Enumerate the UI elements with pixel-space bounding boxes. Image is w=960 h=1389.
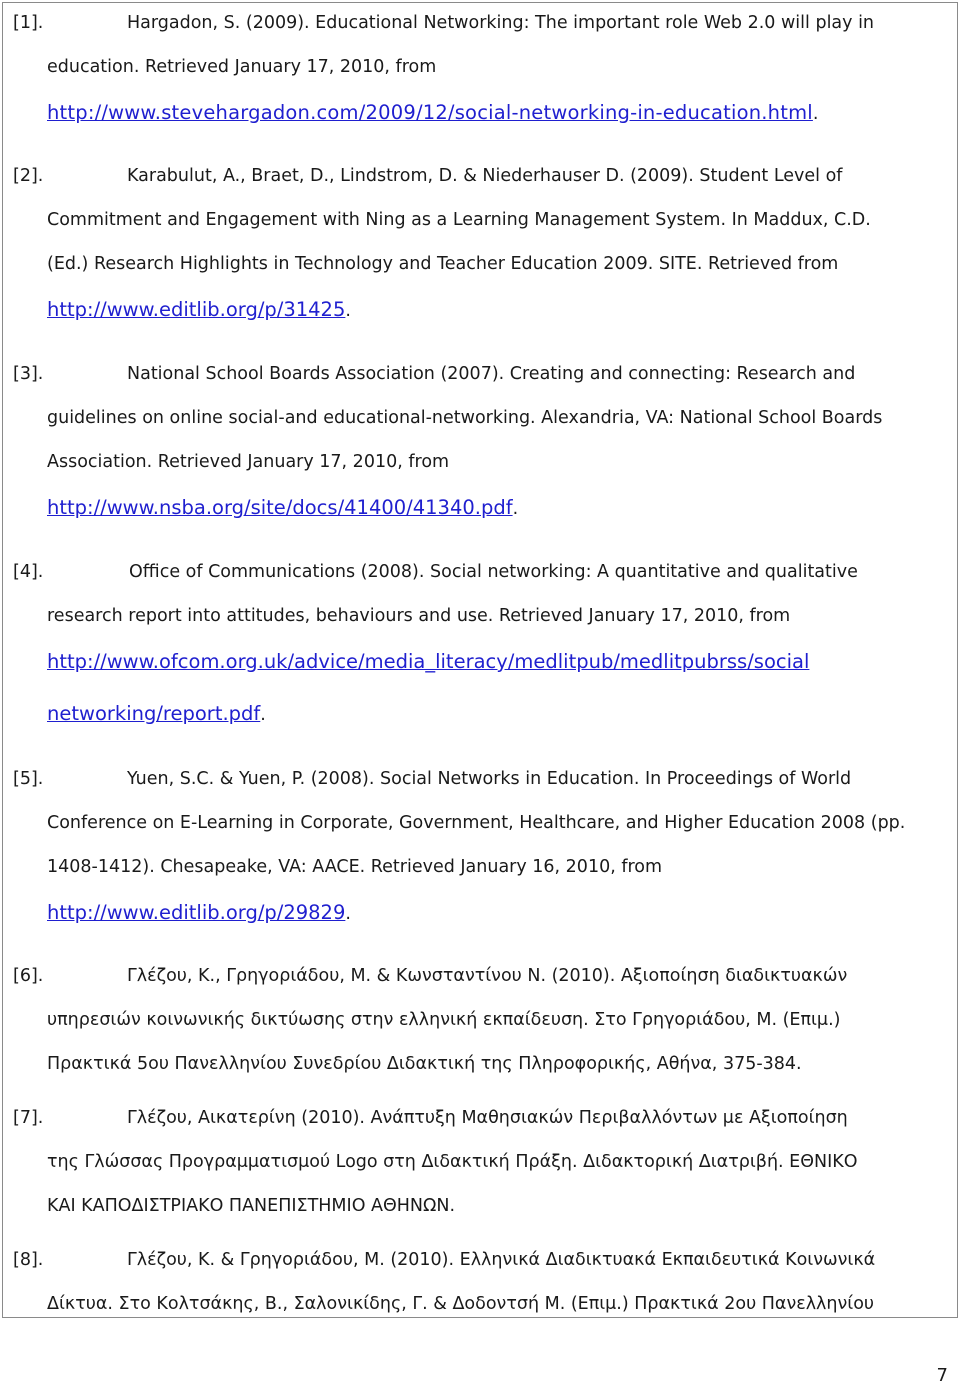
reference-line: Γλέζου, Κ. & Γρηγοριάδου, Μ. (2010). Ελληνικά Διαδικτυακά Εκπαιδευτικά Κοινωνικά bbox=[127, 1250, 876, 1270]
reference-line: 1408-1412). Chesapeake, VA: AACE. Retrieved January 16, 2010, from bbox=[47, 857, 663, 877]
reference-link-line bbox=[47, 700, 949, 752]
reference-line: της Γλώσσας Προγραμματισμού Logo στη Διδακτική Πράξη. Διδακτορική Διατριβή. ΕΘΝΙΚΟ bbox=[47, 1152, 858, 1172]
reference-number: [8]. bbox=[13, 1250, 44, 1270]
reference-body bbox=[47, 560, 949, 752]
reference-body bbox=[47, 1106, 949, 1238]
link-suffix: . bbox=[812, 104, 819, 124]
reference-line: National School Boards Association (2007). Creating and connecting: Research and bbox=[127, 364, 856, 384]
reference-line: Karabulut, A., Braet, D., Lindstrom, D. & Niederhauser D. (2009). Student Level of bbox=[127, 166, 843, 186]
reference-link-line bbox=[47, 494, 949, 546]
reference-body bbox=[47, 164, 949, 348]
reference-body bbox=[47, 11, 949, 151]
link-suffix: . bbox=[512, 499, 519, 519]
reference-line: ΚΑΙ ΚΑΠΟΔΙΣΤΡΙΑΚΟ ΠΑΝΕΠΙΣΤΗΜΙΟ ΑΘΗΝΩΝ. bbox=[47, 1196, 456, 1216]
reference-line: Commitment and Engagement with Ning as a Learning Management System. In Maddux, C.D. bbox=[47, 210, 871, 230]
reference-link-line bbox=[47, 899, 949, 951]
reference-line: Office of Communications (2008). Social networking: A quantitative and qualitative bbox=[129, 562, 858, 582]
reference-line: Hargadon, S. (2009). Educational Networking: The important role Web 2.0 will play in bbox=[127, 13, 875, 33]
reference-link[interactable]: http://www.nsba.org/site/docs/41400/41340.pdf bbox=[47, 496, 513, 519]
reference-body bbox=[47, 362, 949, 546]
reference-link-line bbox=[47, 99, 949, 151]
reference-link[interactable]: http://www.editlib.org/p/29829 bbox=[47, 901, 346, 924]
link-suffix: . bbox=[260, 705, 266, 725]
reference-link[interactable]: http://www.ofcom.org.uk/advice/media_literacy/medlitpub/medlitpubrss/social bbox=[47, 650, 810, 673]
reference-number: [1]. bbox=[13, 13, 44, 33]
reference-link[interactable]: http://www.stevehargadon.com/2009/12/social-networking-in-education.html bbox=[47, 101, 813, 124]
reference-line: education. Retrieved January 17, 2010, from bbox=[47, 57, 437, 77]
reference-line: Δίκτυα. Στο Κολτσάκης, Β., Σαλονικίδης, Γ. & Δοδοντσή Μ. (Επιμ.) Πρακτικά 2ου Πανελληνίου bbox=[47, 1294, 875, 1314]
reference-body bbox=[47, 1248, 949, 1318]
reference-link-continued[interactable]: networking/report.pdf bbox=[47, 702, 261, 725]
reference-body bbox=[47, 964, 949, 1096]
reference-line: Γλέζου, Κ., Γρηγοριάδου, Μ. & Κωνσταντίνου Ν. (2010). Αξιοποίηση διαδικτυακών bbox=[127, 966, 848, 986]
reference-line: guidelines on online social-and educational-networking. Alexandria, VA: National School Boards bbox=[47, 408, 883, 428]
reference-body bbox=[47, 767, 949, 951]
reference-line: Yuen, S.C. & Yuen, P. (2008). Social Networks in Education. In Proceedings of World bbox=[127, 769, 852, 789]
reference-number: [2]. bbox=[13, 166, 44, 186]
reference-number: [6]. bbox=[13, 966, 44, 986]
reference-line: Conference on E-Learning in Corporate, Government, Healthcare, and Higher Education 2008 (pp. bbox=[47, 813, 906, 833]
reference-line: Γλέζου, Αικατερίνη (2010). Ανάπτυξη Μαθησιακών Περιβαλλόντων με Αξιοποίηση bbox=[127, 1108, 848, 1128]
reference-link[interactable]: http://www.editlib.org/p/31425 bbox=[47, 298, 346, 321]
reference-line: Πρακτικά 5ου Πανελληνίου Συνεδρίου Διδακτική της Πληροφορικής, Αθήνα, 375-384. bbox=[47, 1054, 802, 1074]
reference-line: research report into attitudes, behaviours and use. Retrieved January 17, 2010, from bbox=[47, 606, 791, 626]
reference-number: [7]. bbox=[13, 1108, 44, 1128]
reference-link-line bbox=[47, 648, 949, 700]
reference-line: υπηρεσιών κοινωνικής δικτύωσης στην ελληνική εκπαίδευση. Στο Γρηγοριάδου, Μ. (Επιμ.) bbox=[47, 1010, 841, 1030]
reference-number: [5]. bbox=[13, 769, 44, 789]
reference-number: [4]. bbox=[13, 562, 44, 582]
reference-line: (Ed.) Research Highlights in Technology and Teacher Education 2009. SITE. Retrieved from bbox=[47, 254, 839, 274]
reference-link-line bbox=[47, 296, 949, 348]
link-suffix: . bbox=[345, 301, 351, 321]
references-page-frame bbox=[2, 2, 958, 1318]
reference-number: [3]. bbox=[13, 364, 44, 384]
link-suffix: . bbox=[345, 904, 351, 924]
page-number: 7 bbox=[936, 1365, 948, 1386]
reference-line: Association. Retrieved January 17, 2010, from bbox=[47, 452, 450, 472]
